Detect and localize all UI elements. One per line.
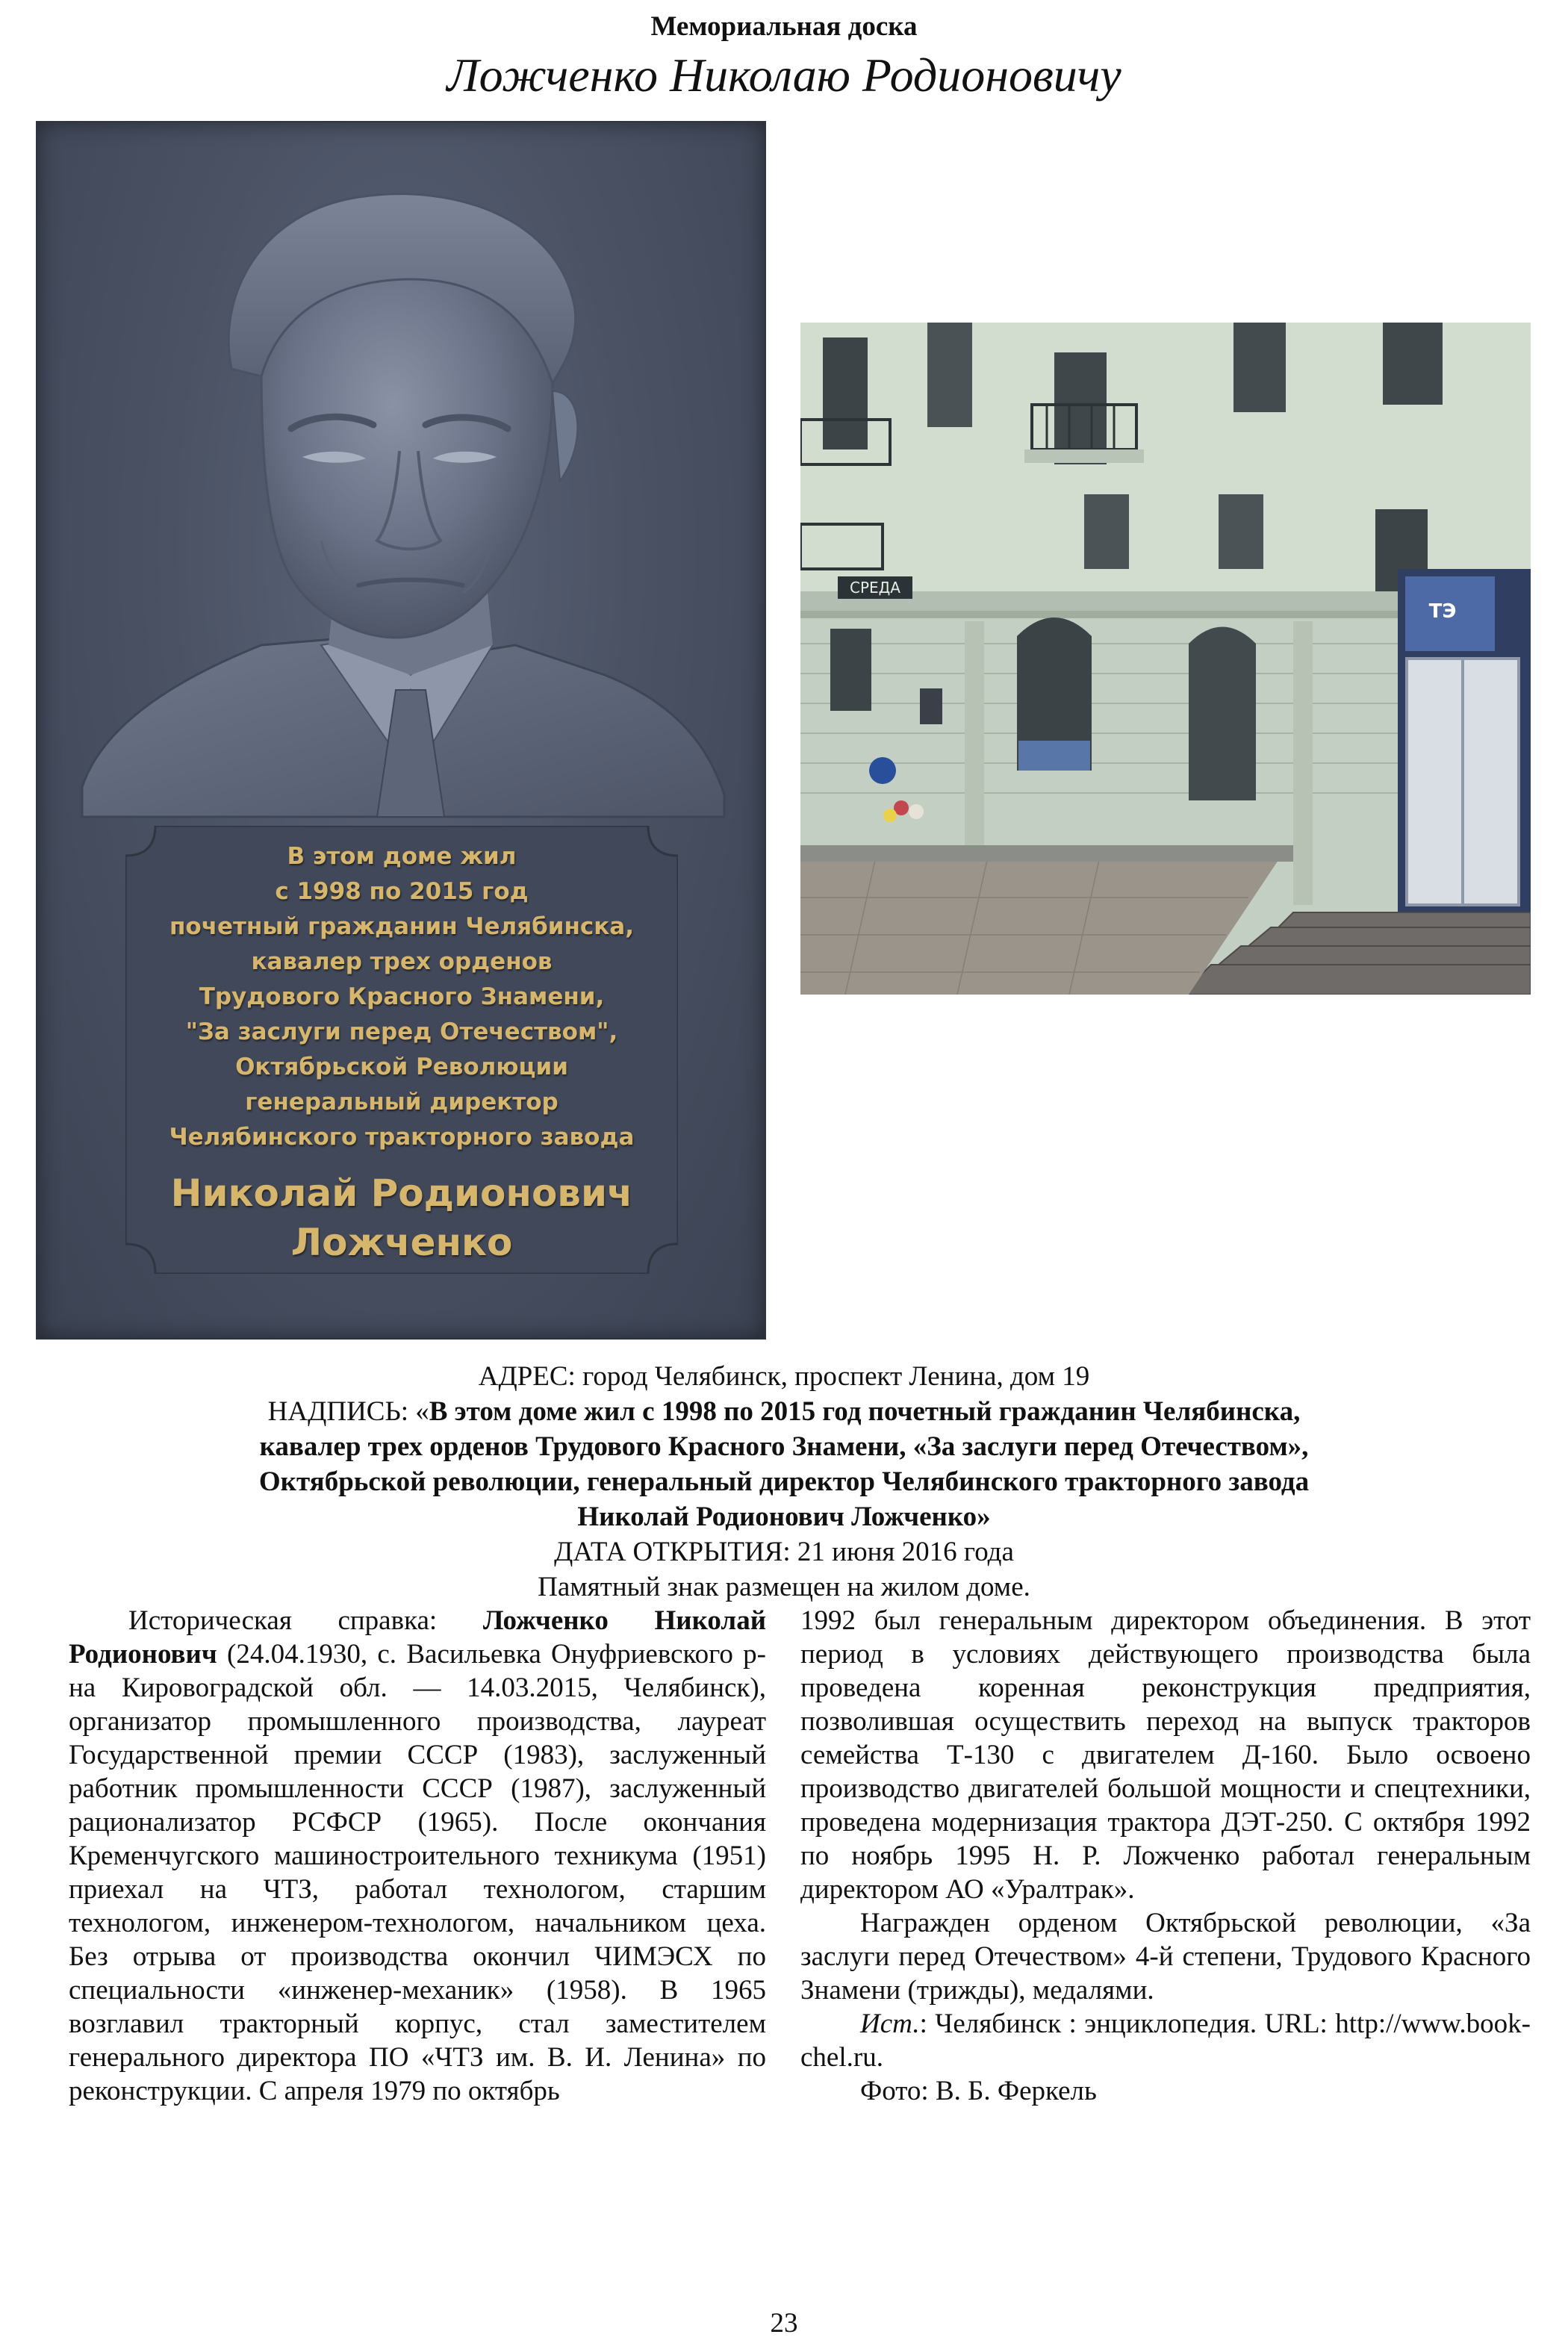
- inscription-line: генеральный директор: [245, 1089, 559, 1116]
- address-line: [0, 1359, 1568, 1394]
- inscription-name: [125, 1169, 678, 1267]
- biography-text: (24.04.1930, с. Васильевка Онуфриевского р-на Кировоградской обл. — 14.03.2015, Челябинск), организатор промышленного производства, лауреат Государственной премии СССР (1983), заслуженный работник промышленности СССР (1987), заслуженный рационализатор РСФСР (1965). После окончания Кременчугского машиностроительного техникума (1951) приехал на ЧТЗ, работал технологом, старшим технологом, инженером-технологом, начальником цеха. Без отрыва от производства окончил ЧИМЭСХ по специальности «инженер-механик» (1958). В 1965 возглавил тракторный корпус, стал заместителем генерального директора ПО «ЧТЗ им. В. И. Ленина» по реконструкции. С апреля 1979 по октябрь: [69, 1639, 766, 2106]
- page-number: 23: [770, 2308, 798, 2339]
- inscription-line: "За заслуги перед Отечеством",: [185, 1018, 618, 1045]
- building-photo: [800, 323, 1531, 995]
- biography-paragraph: [69, 1604, 766, 2108]
- inscription-line: Челябинского тракторного завода: [169, 1124, 635, 1151]
- inscription-text-1: В этом доме жил с 1998 по 2015 год почетный гражданин Челябинска,: [429, 1396, 1301, 1427]
- inscription-caption-line2: кавалер трех орденов Трудового Красного Знамени, «За заслуги перед Отечеством»,: [259, 1431, 1309, 1462]
- sign-sreda: СРЕДА: [850, 579, 900, 597]
- source-paragraph: [800, 2007, 1531, 2074]
- inscription-text: [125, 839, 678, 1267]
- caption-block: [0, 1359, 1568, 1605]
- date-label: ДАТА ОТКРЫТИЯ:: [554, 1537, 791, 1567]
- inscription-line: В этом доме жил: [287, 843, 517, 870]
- person-name: Ложченко Николай Родионович: [69, 1605, 767, 1670]
- inscription-line: кавалер трех орденов: [251, 948, 553, 975]
- placement-line: Памятный знак размещен на жилом доме.: [538, 1572, 1030, 1602]
- date-line: [0, 1534, 1568, 1569]
- inscription-line: почетный гражданин Челябинска,: [169, 913, 634, 940]
- page-title: Ложченко Николаю Родионовичу: [447, 49, 1121, 102]
- source-label: Ист.: [860, 2009, 920, 2039]
- historical-note-label: Историческая справка:: [128, 1605, 483, 1636]
- inscription-caption-line4: Николай Родионович Ложченко»: [577, 1502, 991, 1532]
- date-value: 21 июня 2016 года: [790, 1537, 1014, 1567]
- inscription-label: НАДПИСЬ: «: [267, 1396, 429, 1427]
- inscription-tablet: [125, 826, 678, 1274]
- address-value: город Челябинск, проспект Ленина, дом 19: [575, 1361, 1090, 1392]
- biography-continuation: 1992 был генеральным директором объединения. В этот период в условиях действующего производства была проведена коренная реконструкция предприятия, позволившая осуществить переход на выпуск тракторов семейства Т-130 с двигателем Д-160. Было освоено производство двигателей большой мощности и спецтехники, проведена модернизация трактора ДЭТ-250. С октября 1992 по ноябрь 1995 Н. Р. Ложченко работал генеральным директором АО «Уралтрак».: [800, 1605, 1531, 1905]
- body-column-right: [800, 1604, 1531, 2108]
- header-kicker: Мемориальная доска: [650, 11, 918, 42]
- address-label: АДРЕС:: [478, 1361, 576, 1392]
- inscription-caption-line3: Октябрьской революции, генеральный директор Челябинского тракторного завода: [258, 1466, 1310, 1497]
- building-illustration: [800, 323, 1531, 995]
- inscription-line: с 1998 по 2015 год: [275, 878, 529, 905]
- inscription-name-line2: Ложченко: [290, 1221, 513, 1264]
- source-text: : Челябинск : энциклопедия. URL: http://www.book-chel.ru.: [800, 2009, 1531, 2073]
- inscription-line: Трудового Красного Знамени,: [199, 983, 605, 1010]
- plaque-photo: [36, 121, 766, 1340]
- body-column-left: [69, 1604, 766, 2108]
- sign-te: ТЭ: [1428, 600, 1457, 623]
- awards-paragraph: Награжден орденом Октябрьской революции, «За заслуги перед Отечеством» 4-й степени, Трудового Красного Знамени (трижды), медалями.: [800, 1908, 1531, 2006]
- inscription-line: Октябрьской Революции: [235, 1054, 568, 1080]
- inscription-caption-line1: [0, 1394, 1568, 1429]
- inscription-name-line1: Николай Родионович: [170, 1172, 633, 1215]
- photo-credit: Фото: В. Б. Феркель: [860, 2076, 1097, 2106]
